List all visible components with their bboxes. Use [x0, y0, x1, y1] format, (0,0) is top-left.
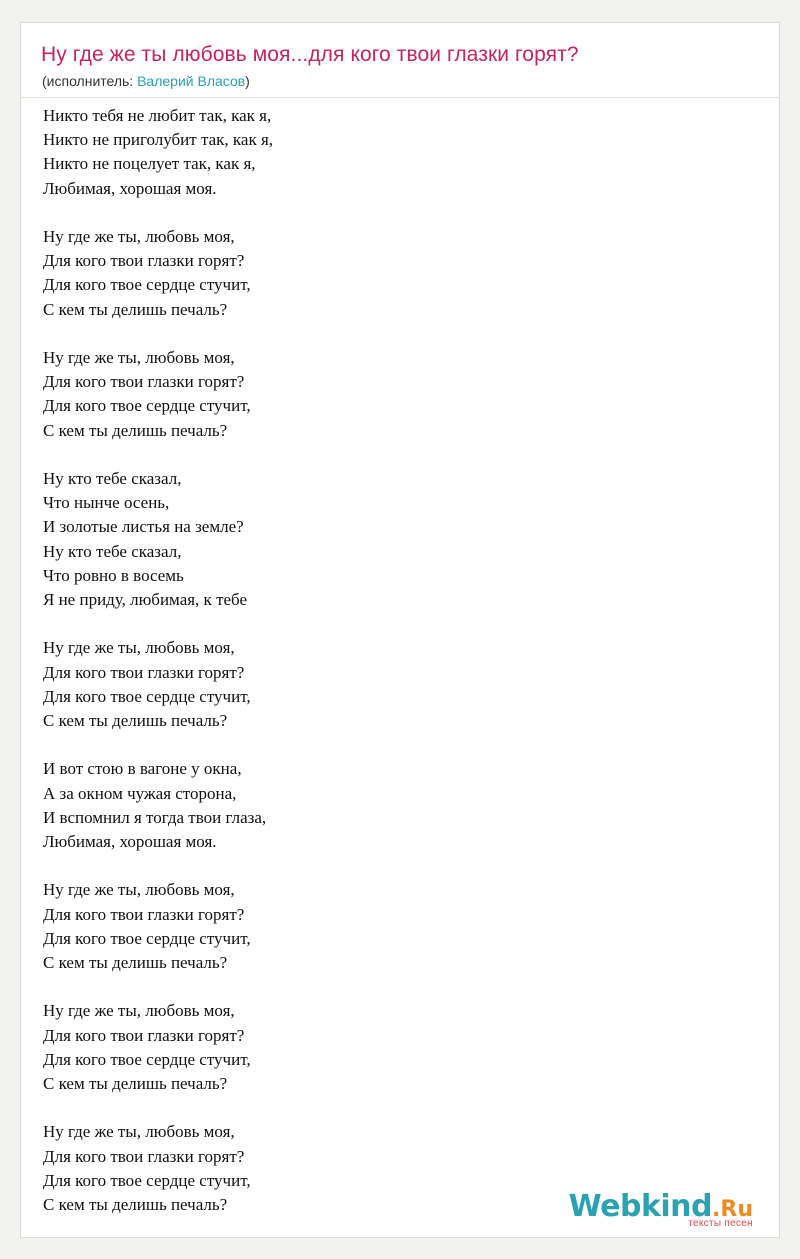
lyric-line: Для кого твое сердце стучит,: [43, 1170, 251, 1190]
lyric-line: С кем ты делишь печаль?: [43, 1195, 228, 1215]
lyric-line: Для кого твое сердце стучит,: [43, 275, 251, 295]
lyric-line: С кем ты делишь печаль?: [43, 420, 228, 440]
lyric-line: Никто не приголубит так, как я,: [43, 130, 274, 150]
lyric-line: Ну где же ты, любовь моя,: [43, 227, 235, 246]
lyric-line: Для кого твое сердце стучит,: [43, 396, 251, 416]
lyrics-stanza: [43, 757, 273, 854]
lyric-line: Для кого твои глазки горят?: [43, 1146, 245, 1166]
lyrics-body: [43, 104, 273, 1217]
site-logo[interactable]: [568, 1189, 753, 1229]
lyrics-stanza: [43, 878, 273, 975]
lyrics-stanza: [43, 346, 273, 443]
artist-prefix: (исполнитель:: [42, 73, 138, 89]
lyrics-stanza: [43, 636, 273, 733]
lyric-line: Для кого твои глазки горят?: [43, 1025, 245, 1045]
artist-line: [42, 73, 250, 89]
lyric-line: Ну кто тебе сказал,: [43, 469, 182, 488]
song-header: [21, 23, 779, 98]
lyric-line: Ну где же ты, любовь моя,: [43, 880, 235, 900]
lyric-line: Любимая, хорошая моя.: [43, 178, 217, 198]
song-title: Ну где же ты любовь моя...для кого твои глазки горят?: [41, 43, 579, 66]
lyric-line: Что нынче осень,: [43, 493, 170, 513]
lyric-line: Никто тебя не любит так, как я,: [43, 106, 272, 125]
lyric-line: С кем ты делишь печаль?: [43, 953, 228, 973]
artist-suffix: ): [245, 73, 250, 89]
lyric-line: Ну где же ты, любовь моя,: [43, 1122, 235, 1142]
lyric-line: Для кого твое сердце стучит,: [43, 928, 251, 948]
lyric-line: Для кого твои глазки горят?: [43, 372, 245, 392]
lyric-line: С кем ты делишь печаль?: [43, 299, 228, 319]
lyric-line: Для кого твои глазки горят?: [43, 251, 245, 271]
logo-tagline: тексты песен: [688, 1218, 753, 1229]
lyric-line: И вот стою в вагоне у окна,: [43, 759, 242, 779]
lyric-line: Ну кто тебе сказал,: [43, 541, 182, 561]
lyric-line: Для кого твое сердце стучит,: [43, 686, 251, 706]
logo-tld: .Ru: [712, 1197, 753, 1222]
lyric-line: Ну где же ты, любовь моя,: [43, 638, 235, 658]
artist-link[interactable]: Валерий Власов: [137, 73, 246, 89]
lyric-line: А за окном чужая сторона,: [43, 783, 237, 803]
lyrics-stanza: [43, 104, 273, 201]
lyric-line: С кем ты делишь печаль?: [43, 1074, 228, 1094]
lyric-line: Для кого твое сердце стучит,: [43, 1049, 251, 1069]
lyrics-stanza: [43, 225, 273, 322]
lyrics-card: [20, 22, 780, 1238]
lyric-line: Что ровно в восемь: [43, 565, 184, 585]
lyric-line: Никто не поцелует так, как я,: [43, 154, 256, 174]
lyric-line: И золотые листья на земле?: [43, 517, 244, 537]
lyric-line: Любимая, хорошая моя.: [43, 832, 217, 852]
lyric-line: Я не приду, любимая, к тебе: [43, 590, 248, 610]
lyric-line: И вспомнил я тогда твои глаза,: [43, 807, 267, 827]
lyric-line: Ну где же ты, любовь моя,: [43, 1001, 235, 1021]
lyric-line: Для кого твои глазки горят?: [43, 904, 245, 924]
logo-name: Webkind: [568, 1189, 713, 1224]
lyric-line: Для кого твои глазки горят?: [43, 662, 245, 682]
lyric-line: Ну где же ты, любовь моя,: [43, 348, 235, 367]
lyrics-stanza: [43, 1120, 273, 1217]
lyrics-stanza: [43, 467, 273, 612]
lyric-line: С кем ты делишь печаль?: [43, 711, 228, 731]
lyrics-stanza: [43, 999, 273, 1096]
